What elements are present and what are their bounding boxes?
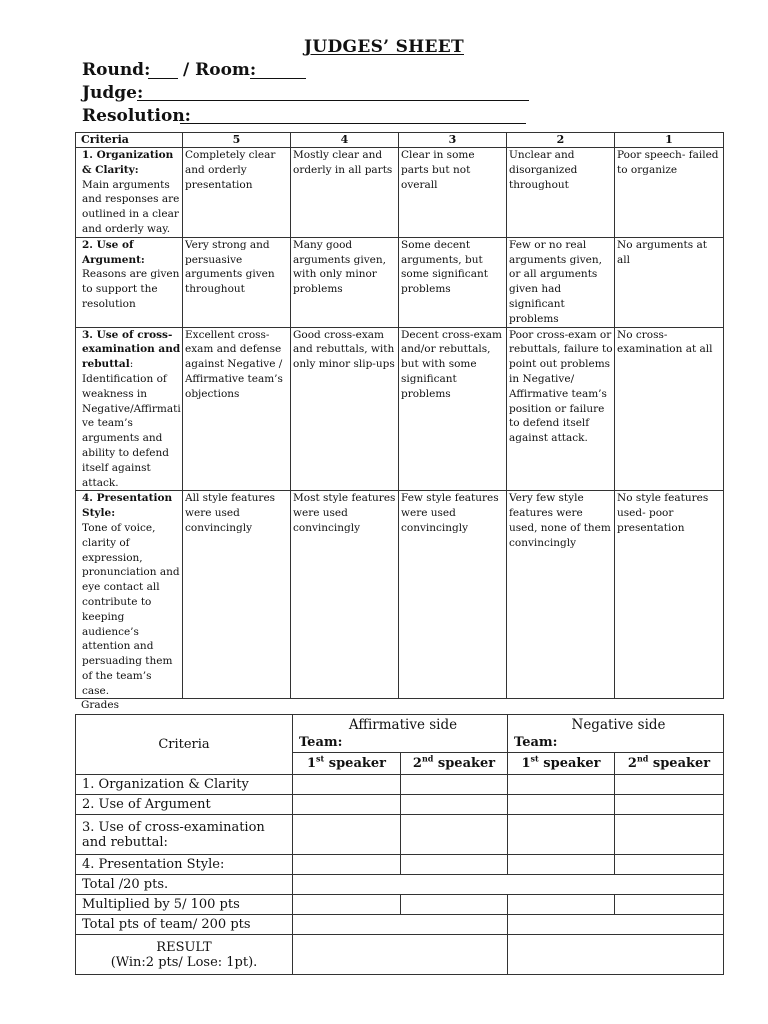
criterion-title: 4. Presentation Style: xyxy=(82,492,173,520)
score-cell[interactable] xyxy=(615,815,724,855)
rubric-cell: Excellent cross-exam and defense against Negative / Affirmative team’s objections xyxy=(183,327,291,491)
score-cell[interactable] xyxy=(615,775,724,795)
criterion-description: Main arguments and responses are outlined in a clear and orderly way. xyxy=(82,178,180,235)
score-cell[interactable] xyxy=(615,795,724,815)
rubric-cell: Few style features were used convincingly xyxy=(399,491,507,699)
rubric-cell: Good cross-exam and rebuttals, with only minor slip-ups xyxy=(291,327,399,491)
score-cell[interactable] xyxy=(293,855,401,875)
rubric-cell: Very few style features were used, none of them convincingly xyxy=(507,491,615,699)
negative-side-title: Negative side xyxy=(571,717,666,733)
score-cell[interactable] xyxy=(293,795,401,815)
rubric-cell: Unclear and disorganized throughout xyxy=(507,148,615,238)
rubric-table xyxy=(75,132,724,699)
grades-row-multiplied xyxy=(76,895,724,915)
score-cell[interactable] xyxy=(401,895,508,915)
score-cell[interactable] xyxy=(615,895,724,915)
score-cell[interactable] xyxy=(401,795,508,815)
affirmative-result-cell[interactable] xyxy=(293,935,508,975)
rubric-cell: Most style features were used convincingly xyxy=(291,491,399,699)
criterion-description: : Identification of weakness in Negative/Affirmative team’s arguments and ability to defend itself against attack. xyxy=(82,358,181,489)
score-cell[interactable] xyxy=(508,775,615,795)
rubric-cell: Some decent arguments, but some significant problems xyxy=(399,237,507,327)
affirmative-side-header xyxy=(293,715,508,753)
neg-speaker-2-header: 2nd speaker xyxy=(615,753,724,775)
rubric-criterion xyxy=(76,237,183,327)
negative-side-header xyxy=(508,715,724,753)
rubric-header-row xyxy=(76,133,724,148)
room-label: / Room: xyxy=(183,60,257,80)
rubric-header-1: 1 xyxy=(615,133,724,148)
score-cell[interactable] xyxy=(615,855,724,875)
score-cell[interactable] xyxy=(401,815,508,855)
room-field[interactable] xyxy=(250,78,306,79)
grades-row-label: Multiplied by 5/ 100 pts xyxy=(76,895,293,915)
grades-row-presentation xyxy=(76,855,724,875)
rubric-cell: No style features used- poor presentation xyxy=(615,491,724,699)
score-cell[interactable] xyxy=(401,775,508,795)
negative-team-label: Team: xyxy=(514,735,558,750)
grades-row-label: Total /20 pts. xyxy=(76,875,293,895)
criterion-title: 2. Use of Argument: xyxy=(82,238,145,266)
resolution-label: Resolution: xyxy=(82,106,191,126)
negative-team-total-cell[interactable] xyxy=(508,915,724,935)
neg-speaker-1-header: 1st speaker xyxy=(508,753,615,775)
criterion-title: 3. Use of cross-examination and rebuttal xyxy=(82,328,181,371)
grades-criteria-header: Criteria xyxy=(76,715,293,775)
rubric-cell: Very strong and persuasive arguments given throughout xyxy=(183,237,291,327)
criterion-description: Tone of voice, clarity of expression, pronunciation and eye contact all contribute to keeping audience’s attention and persuading them of the team’s case. xyxy=(82,521,180,697)
round-label: Round: xyxy=(82,60,151,80)
rubric-cell: Few or no real arguments given, or all arguments given had significant problems xyxy=(507,237,615,327)
rubric-row-presentation xyxy=(76,491,724,699)
grades-row-label: Total pts of team/ 200 pts xyxy=(76,915,293,935)
score-cell[interactable] xyxy=(293,895,401,915)
aff-speaker-2-header: 2nd speaker xyxy=(401,753,508,775)
page-title: JUDGES’ SHEET xyxy=(303,37,464,57)
grades-row-label: 4. Presentation Style: xyxy=(76,855,293,875)
round-field[interactable] xyxy=(148,78,178,79)
rubric-row-argument xyxy=(76,237,724,327)
negative-result-cell[interactable] xyxy=(508,935,724,975)
score-cell[interactable] xyxy=(293,815,401,855)
grades-header-row xyxy=(76,715,724,753)
grades-row-cross-examination xyxy=(76,815,724,855)
judge-field[interactable] xyxy=(137,100,529,101)
rubric-cell: Mostly clear and orderly in all parts xyxy=(291,148,399,238)
affirmative-team-total-cell[interactable] xyxy=(293,915,508,935)
judge-label: Judge: xyxy=(82,83,144,103)
rubric-cell: No cross-examination at all xyxy=(615,327,724,491)
rubric-header-5: 5 xyxy=(183,133,291,148)
rubric-cell: Poor cross-exam or rebuttals, failure to point out problems in Negative/ Affirmative team’s position or failure to defend itself against attack. xyxy=(507,327,615,491)
aff-speaker-1-header: 1st speaker xyxy=(293,753,401,775)
rubric-cell: Clear in some parts but not overall xyxy=(399,148,507,238)
rubric-cell: All style features were used convincingly xyxy=(183,491,291,699)
rubric-cell: Many good arguments given, with only minor problems xyxy=(291,237,399,327)
rubric-header-criteria: Criteria xyxy=(76,133,183,148)
score-cell[interactable] xyxy=(508,895,615,915)
grades-row-argument xyxy=(76,795,724,815)
grades-row-label: 2. Use of Argument xyxy=(76,795,293,815)
rubric-header-4: 4 xyxy=(291,133,399,148)
grades-row-result xyxy=(76,935,724,975)
affirmative-team-label: Team: xyxy=(299,735,343,750)
grades-table xyxy=(75,714,724,975)
score-cell[interactable] xyxy=(508,855,615,875)
result-label: RESULT (Win:2 pts/ Lose: 1pt). xyxy=(76,935,293,975)
grades-row-label: 3. Use of cross-examination and rebuttal: xyxy=(76,815,293,855)
criterion-description: Reasons are given to support the resolution xyxy=(82,268,180,310)
total-cell[interactable] xyxy=(293,875,724,895)
score-cell[interactable] xyxy=(508,815,615,855)
rubric-cell: Completely clear and orderly presentation xyxy=(183,148,291,238)
grades-row-team-total xyxy=(76,915,724,935)
grades-row-total xyxy=(76,875,724,895)
rubric-cell: Poor speech- failed to organize xyxy=(615,148,724,238)
rubric-criterion xyxy=(76,491,183,699)
criterion-title: 1. Organization & Clarity: xyxy=(82,149,174,176)
resolution-field[interactable] xyxy=(180,123,526,124)
rubric-row-organization xyxy=(76,148,724,238)
rubric-header-3: 3 xyxy=(399,133,507,148)
affirmative-side-title: Affirmative side xyxy=(348,717,458,733)
grades-row-label: 1. Organization & Clarity xyxy=(76,775,293,795)
score-cell[interactable] xyxy=(508,795,615,815)
rubric-criterion xyxy=(76,327,183,491)
score-cell[interactable] xyxy=(401,855,508,875)
rubric-header-2: 2 xyxy=(507,133,615,148)
rubric-row-cross-examination xyxy=(76,327,724,491)
score-cell[interactable] xyxy=(293,775,401,795)
rubric-cell: Decent cross-exam and/or rebuttals, but with some significant problems xyxy=(399,327,507,491)
rubric-cell: No arguments at all xyxy=(615,237,724,327)
rubric-criterion xyxy=(76,148,183,238)
grades-row-organization xyxy=(76,775,724,795)
grades-label: Grades xyxy=(81,699,119,711)
